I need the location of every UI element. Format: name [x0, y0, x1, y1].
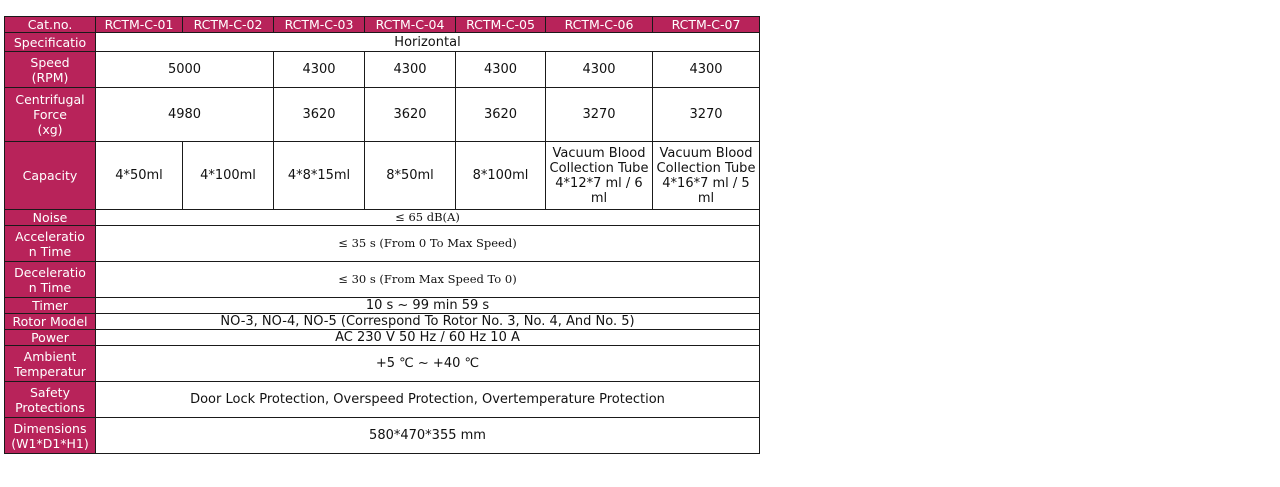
row-label: Rotor Model [5, 314, 96, 330]
row-label: Timer [5, 298, 96, 314]
model-header: RCTM-C-07 [653, 17, 760, 33]
force-value: 3620 [456, 88, 546, 142]
power-value: AC 230 V 50 Hz / 60 Hz 10 A [96, 330, 760, 346]
model-header: RCTM-C-05 [456, 17, 546, 33]
row-label: Specificatio [5, 33, 96, 52]
model-header: RCTM-C-01 [96, 17, 183, 33]
spec-table [4, 16, 760, 454]
speed-value: 4300 [546, 52, 653, 88]
spec-value: Horizontal [96, 33, 760, 52]
header-row [5, 17, 760, 33]
specification-row [5, 33, 760, 52]
safety-row [5, 382, 760, 418]
dimensions-row [5, 418, 760, 454]
acceleration-row [5, 226, 760, 262]
speed-row [5, 52, 760, 88]
deceleration-value: ≤ 30 s (From Max Speed To 0) [96, 262, 760, 298]
model-header: RCTM-C-04 [365, 17, 456, 33]
timer-value: 10 s ~ 99 min 59 s [96, 298, 760, 314]
ambient-temperature-value: +5 ℃ ~ +40 ℃ [96, 346, 760, 382]
capacity-row [5, 142, 760, 210]
model-header: RCTM-C-03 [274, 17, 365, 33]
rotor-model-value: NO-3, NO-4, NO-5 (Correspond To Rotor No. 3, No. 4, And No. 5) [96, 314, 760, 330]
ambient-temperature-row [5, 346, 760, 382]
speed-value: 4300 [653, 52, 760, 88]
timer-row [5, 298, 760, 314]
capacity-value: 8*50ml [365, 142, 456, 210]
header-label: Cat.no. [5, 17, 96, 33]
noise-row [5, 210, 760, 226]
speed-value: 5000 [96, 52, 274, 88]
speed-value: 4300 [456, 52, 546, 88]
capacity-value: Vacuum Blood Collection Tube 4*16*7 ml / 5 ml [653, 142, 760, 210]
row-label: Safety Protections [5, 382, 96, 418]
capacity-value: Vacuum Blood Collection Tube 4*12*7 ml / 6 ml [546, 142, 653, 210]
row-label: Dimensions (W1*D1*H1) [5, 418, 96, 454]
capacity-value: 4*8*15ml [274, 142, 365, 210]
force-value: 3270 [546, 88, 653, 142]
row-label: Power [5, 330, 96, 346]
row-label: Noise [5, 210, 96, 226]
row-label: Ambient Temperatur [5, 346, 96, 382]
model-header: RCTM-C-02 [183, 17, 274, 33]
force-value: 3270 [653, 88, 760, 142]
rotor-model-row [5, 314, 760, 330]
power-row [5, 330, 760, 346]
safety-value: Door Lock Protection, Overspeed Protection, Overtemperature Protection [96, 382, 760, 418]
force-value: 3620 [274, 88, 365, 142]
dimensions-value: 580*470*355 mm [96, 418, 760, 454]
acceleration-value: ≤ 35 s (From 0 To Max Speed) [96, 226, 760, 262]
force-value: 3620 [365, 88, 456, 142]
row-label: Acceleratio n Time [5, 226, 96, 262]
speed-value: 4300 [274, 52, 365, 88]
row-label: Capacity [5, 142, 96, 210]
force-value: 4980 [96, 88, 274, 142]
row-label: Deceleratio n Time [5, 262, 96, 298]
row-label: Centrifugal Force (xg) [5, 88, 96, 142]
capacity-value: 4*50ml [96, 142, 183, 210]
model-header: RCTM-C-06 [546, 17, 653, 33]
capacity-value: 8*100ml [456, 142, 546, 210]
row-label: Speed (RPM) [5, 52, 96, 88]
centrifugal-force-row [5, 88, 760, 142]
deceleration-row [5, 262, 760, 298]
capacity-value: 4*100ml [183, 142, 274, 210]
speed-value: 4300 [365, 52, 456, 88]
noise-value: ≤ 65 dB(A) [96, 210, 760, 226]
